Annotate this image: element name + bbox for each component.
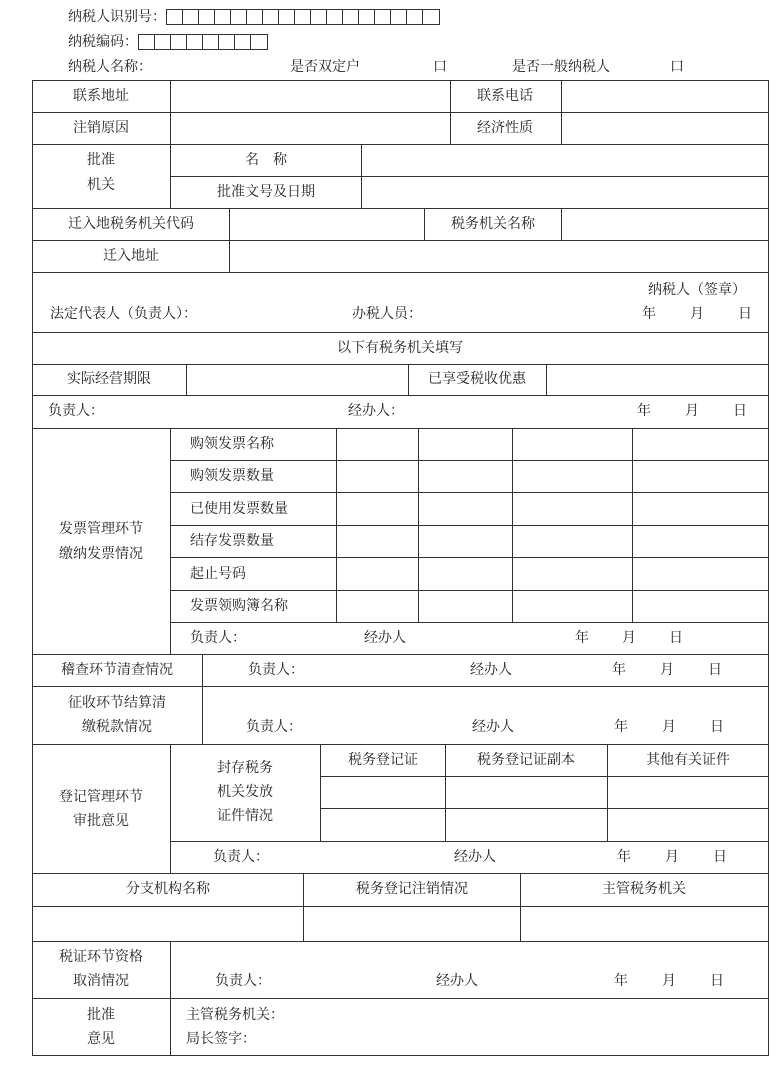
qualification-section-title-1: 税证环节资格 xyxy=(59,949,143,965)
cancel-status-label: 税务登记注销情况 xyxy=(356,881,468,897)
year-label: 年 xyxy=(612,662,626,678)
person-in-charge-label: 负责人： xyxy=(246,719,302,735)
contact-phone-label: 联系电话 xyxy=(477,88,533,104)
double-fixed-checkbox[interactable]: 口 xyxy=(433,59,447,75)
invoice-item-label: 起止号码 xyxy=(190,566,246,582)
month-label: 月 xyxy=(685,403,699,419)
col-tax-cert-copy: 税务登记证副本 xyxy=(477,752,575,768)
month-label: 月 xyxy=(622,630,636,646)
taxpayer-id-row xyxy=(68,8,440,26)
legal-rep-label: 法定代表人（负责人）： xyxy=(50,306,197,322)
day-label: 日 xyxy=(710,719,724,735)
approval-office-label: 主管税务机关： xyxy=(186,1007,284,1023)
general-taxpayer-checkbox[interactable]: 口 xyxy=(670,59,684,75)
invoice-item-label: 发票领购簿名称 xyxy=(190,598,288,614)
approval-section-title-1: 批准 xyxy=(87,1007,115,1023)
office-fill-heading: 以下有税务机关填写 xyxy=(337,340,463,356)
seal-status-label-3: 证件情况 xyxy=(217,808,273,824)
taxpayer-code-boxes[interactable] xyxy=(138,34,268,50)
handler-label: 经办人： xyxy=(348,403,404,419)
supervising-office-label: 主管税务机关 xyxy=(602,881,686,897)
year-label: 年 xyxy=(614,719,628,735)
handler-label: 经办人 xyxy=(454,849,496,865)
handler-label: 经办人 xyxy=(364,630,406,646)
taxpayer-id-boxes[interactable] xyxy=(166,9,440,25)
person-in-charge-label: 负责人： xyxy=(48,403,104,419)
day-label: 日 xyxy=(710,973,724,989)
invoice-item-label: 购领发票数量 xyxy=(190,468,274,484)
taxpayer-id-label: 纳税人识别号： xyxy=(68,9,166,25)
double-fixed-label: 是否双定户 xyxy=(290,59,360,75)
month-label: 月 xyxy=(660,662,674,678)
taxpayer-code-label: 纳税编码： xyxy=(68,34,138,50)
invoice-item-label: 购领发票名称 xyxy=(190,436,274,452)
approval-org-label-1: 批准 xyxy=(87,152,115,168)
taxpayer-name-label: 纳税人名称： xyxy=(68,59,152,75)
org-name-label: 名 称 xyxy=(245,152,287,168)
day-label: 日 xyxy=(708,662,722,678)
contact-address-label: 联系地址 xyxy=(73,88,129,104)
col-other-certs: 其他有关证件 xyxy=(646,752,730,768)
cancel-reason-label: 注销原因 xyxy=(73,120,129,136)
handler-label: 经办人 xyxy=(472,719,514,735)
handler-label: 经办人 xyxy=(470,662,512,678)
seal-status-label-2: 机关发放 xyxy=(217,784,273,800)
year-label: 年 xyxy=(637,403,651,419)
col-tax-cert: 税务登记证 xyxy=(348,752,418,768)
audit-section-title: 稽查环节清查情况 xyxy=(61,662,173,678)
actual-period-label: 实际经营期限 xyxy=(67,371,151,387)
qualification-section-title-2: 取消情况 xyxy=(73,973,129,989)
person-in-charge-label: 负责人： xyxy=(190,630,246,646)
invoice-section-title-2: 缴纳发票情况 xyxy=(59,546,143,562)
general-taxpayer-label: 是否一般纳税人 xyxy=(512,59,610,75)
person-in-charge-label: 负责人： xyxy=(213,849,269,865)
month-label: 月 xyxy=(665,849,679,865)
taxpayer-seal-label: 纳税人（签章） xyxy=(648,282,746,298)
tax-preference-label: 已享受税收优惠 xyxy=(428,371,526,387)
invoice-item-label: 结存发票数量 xyxy=(190,533,274,549)
month-label: 月 xyxy=(690,306,704,322)
person-in-charge-label: 负责人： xyxy=(248,662,304,678)
branch-name-label: 分支机构名称 xyxy=(126,881,210,897)
year-label: 年 xyxy=(614,973,628,989)
registration-section-title-1: 登记管理环节 xyxy=(59,789,143,805)
collection-section-title-2: 缴税款情况 xyxy=(82,719,152,735)
approval-doc-date-label: 批准文号及日期 xyxy=(217,184,315,200)
day-label: 日 xyxy=(733,403,747,419)
day-label: 日 xyxy=(669,630,683,646)
day-label: 日 xyxy=(738,306,752,322)
year-label: 年 xyxy=(642,306,656,322)
tax-office-name-label: 税务机关名称 xyxy=(451,216,535,232)
collection-section-title-1: 征收环节结算清 xyxy=(68,695,166,711)
economic-nature-label: 经济性质 xyxy=(477,120,533,136)
seal-status-label-1: 封存税务 xyxy=(217,760,273,776)
year-label: 年 xyxy=(617,849,631,865)
invoice-item-label: 已使用发票数量 xyxy=(190,501,288,517)
tax-handler-label: 办税人员： xyxy=(352,306,422,322)
handler-label: 经办人 xyxy=(436,973,478,989)
month-label: 月 xyxy=(662,719,676,735)
year-label: 年 xyxy=(575,630,589,646)
person-in-charge-label: 负责人： xyxy=(215,973,271,989)
approval-section-title-2: 意见 xyxy=(87,1031,115,1047)
move-in-code-label: 迁入地税务机关代码 xyxy=(68,216,194,232)
director-signature-label: 局长签字： xyxy=(186,1031,256,1047)
taxpayer-code-row xyxy=(68,33,268,51)
month-label: 月 xyxy=(662,973,676,989)
invoice-section-title-1: 发票管理环节 xyxy=(59,521,143,537)
registration-section-title-2: 审批意见 xyxy=(73,813,129,829)
move-in-address-label: 迁入地址 xyxy=(103,248,159,264)
approval-org-label-2: 机关 xyxy=(87,177,115,193)
day-label: 日 xyxy=(713,849,727,865)
